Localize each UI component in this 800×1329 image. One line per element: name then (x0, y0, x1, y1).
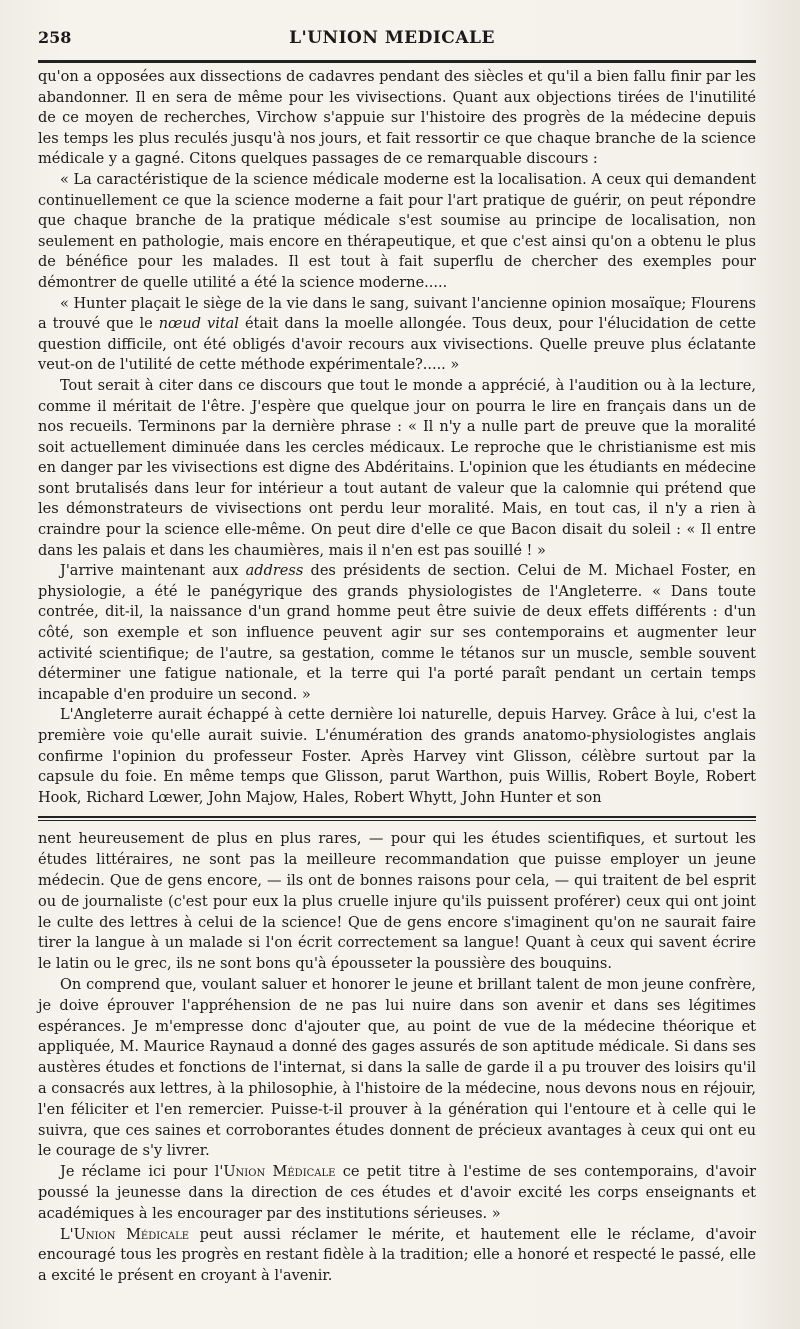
paragraph: nent heureusement de plus en plus rares, — pour qui les études scientifiques, et surtout les études littéraires, ne sont pas la meilleure recommandation que puisse employer un jeune médecin. Que de gens encore, — ils ont de bonnes raisons pour cela, — qui traitent de bel esprit ou de journaliste (c'est pour eux la plus cruelle injure qu'ils puissent proférer) ceux qui ont joint le culte des lettres à celui de la science! Que de gens encore s'imaginent qu'on ne saurait faire tirer la langue à un malade si l'on écrit correctement sa langue! Quant à ceux qui savent écrire le latin ou le grec, ils ne sont bons qu'à épousseter la poussière des bouquins. (38, 831, 756, 973)
quote-paragraph: « La caractéristique de la science médicale moderne est la localisation. A ceux qui demandent continuellement ce que la science moderne a fait pour l'art pratique de guérir, on peut répondre que chaque branche de la pratique médicale s'est soumise au principe de localisation, non seulement en pathologie, mais encore en thérapeutique, et que c'est ainsi qu'on a obtenu le plus de bénéfice pour les malades. Il est tout à fait superflu de chercher des exemples pour démontrer de quelle utilité a été la science moderne..... (38, 171, 756, 291)
paragraph: qu'on a opposées aux dissections de cadavres pendant des siècles et qu'il a bien fallu finir par les abandonner. Il en sera de même pour les vivisections. Quant aux objections tirées de l'inutilité de ce moyen de recherches, Virchow s'appuie sur l'histoire des progrès de la médecine depuis les temps les plus reculés jusqu'à nos jours, et fait ressortir ce que chaque branche de la science médicale y a gagné. Citons quelques passages de ce remarquable discours : (38, 69, 756, 168)
italic-term: nœud vital (158, 316, 239, 333)
section-divider (38, 816, 756, 821)
main-article (38, 67, 756, 808)
paragraph: L'Union Médicale peut aussi réclamer le mérite, et hautement elle le réclame, d'avoir encouragé tous les progrès en restant fidèle à la tradition; elle a honoré et respecté le passé, elle a excité le présent en croyant à l'avenir. (38, 1226, 756, 1285)
header-rule (38, 60, 756, 63)
page-number: 258 (38, 28, 72, 47)
paragraph: L'Angleterre aurait échappé à cette dernière loi naturelle, depuis Harvey. Grâce à lui, c'est la première voie qu'elle aurait suivie. L'énumération des grands anatomo-physiologistes anglais confirme l'opinion du professeur Foster. Après Harvey vint Glisson, célèbre surtout par la capsule du foie. En même temps que Glisson, parut Warthon, puis Willis, Robert Boyle, Robert Hook, Richard Lœwer, John Majow, Hales, Robert Whytt, John Hunter et son (38, 707, 756, 806)
paragraph: Tout serait à citer dans ce discours que tout le monde a apprécié, à l'audition ou à la lecture, comme il méritait de l'être. J'espère que quelque jour on pourra le lire en français dans un de nos recueils. Terminons par la dernière phrase : « Il n'y a nulle part de preuve que la moralité soit actuellement diminuée dans les cercles médicaux. Le reproche que le christianisme est mis en danger par les vivisections est digne des Abdéritains. L'opinion que les étudiants en médecine sont brutalisés dans leur for intérieur a tout autant de valeur que la calomnie qui prétend que les démonstrateurs de vivisections ont perdu leur moralité. Mais, en tout cas, il n'y a rien à craindre pour la science elle-même. On peut dire d'elle ce que Bacon disait du soleil : « Il entre dans les palais et dans les chaumières, mais il n'en est pas souillé ! » (38, 377, 756, 559)
feuilleton-article (38, 829, 756, 1287)
page-header (38, 28, 756, 58)
italic-term: address (245, 563, 304, 580)
running-title: L'UNION MEDICALE (289, 28, 495, 48)
journal-name: L'Union Médicale (60, 1226, 190, 1243)
paragraph: J'arrive maintenant aux address des présidents de section. Celui de M. Michael Foster, en physiologie, a été le panégyrique des grands physiologistes de l'Angleterre. « Dans toute contrée, dit-il, la naissance d'un grand homme peut être suivie de deux effets différents : d'un côté, son exemple et son influence peuvent agir sur ses contemporains et augmenter leur activité scientifique; de l'autre, sa gestation, comme le tétanos sur un muscle, semble souvent déterminer une fatigue nationale, et la terre qui l'a porté paraît pendant un certain temps incapable d'en produire un second. » (38, 563, 756, 703)
paragraph: Je réclame ici pour l'Union Médicale ce petit titre à l'estime de ses contemporains, d'avoir poussé la jeunesse dans la direction de ces études et d'avoir excité les corps enseignants et académiques à les encourager par des institutions sérieuses. » (38, 1164, 756, 1222)
quote-paragraph: « Hunter plaçait le siège de la vie dans le sang, suivant l'ancienne opinion mosaïque; Flourens a trouvé que le nœud vital était dans la moelle allongée. Tous deux, pour l'élucidation de cette question difficile, ont été obligés d'avoir recours aux vivisections. Quelle preuve plus éclatante veut-on de l'utilité de cette méthode expérimentale?..... » (38, 295, 757, 374)
paragraph: On comprend que, voulant saluer et honorer le jeune et brillant talent de mon jeune confrère, je doive éprouver l'appréhension de ne pas lui nuire dans son avenir et dans ses légitimes espérances. Je m'empresse donc d'ajouter que, au point de vue de la médecine théorique et appliquée, M. Maurice Raynaud a donné des gages assurés de son aptitude médicale. Si dans ses austères études et fonctions de l'internat, si dans la salle de garde il a pu trouver des loisirs qu'il a consacrés aux lettres, à la philosophie, à l'histoire de la médecine, nous devons nous en réjouir, l'en féliciter et l'en remercier. Puisse-t-il prouver à la génération qui l'entoure et à celle qui le suivra, que ces saines et corroborantes études donnent de précieux avantages à ceux qui ont eu le courage de s'y livrer. (38, 976, 756, 1160)
journal-name: Union Médicale (223, 1164, 336, 1181)
